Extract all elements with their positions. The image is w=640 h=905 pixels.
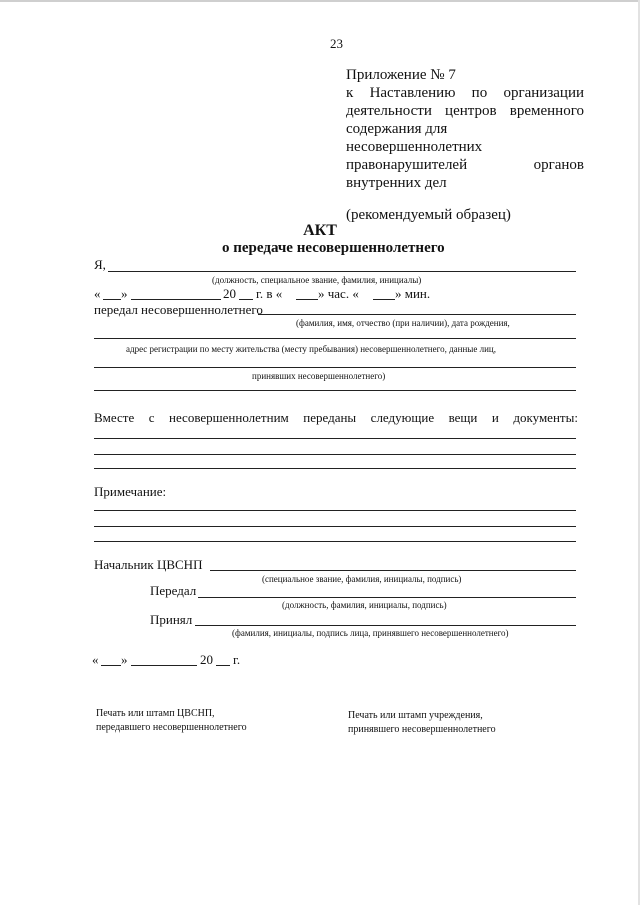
year-suffix: г. в « bbox=[256, 286, 283, 301]
received-field-line[interactable] bbox=[195, 625, 576, 626]
bottom-year-line[interactable] bbox=[216, 665, 230, 666]
minor-details-line-1[interactable] bbox=[94, 338, 576, 339]
hint-position: (должность, специальное звание, фамилия, инициалы) bbox=[212, 275, 422, 285]
stamp-left bbox=[96, 707, 247, 735]
bottom-year-prefix: 20 bbox=[200, 652, 213, 667]
date-open-quote: « bbox=[94, 286, 101, 301]
appendix-word: организации bbox=[503, 85, 584, 101]
appendix-word: Наставлению bbox=[369, 85, 456, 101]
appendix-line-3: содержания для несовершеннолетних bbox=[346, 121, 483, 155]
hint-handed: (должность, фамилия, инициалы, подпись) bbox=[282, 600, 447, 610]
appendix-word: деятельности bbox=[346, 103, 432, 119]
i-label: Я, bbox=[94, 257, 106, 272]
hint-accepted: принявших несовершеннолетнего) bbox=[252, 371, 386, 381]
minor-details-line-3[interactable] bbox=[94, 390, 576, 391]
sample-note: (рекомендуемый образец) bbox=[346, 207, 511, 223]
minor-name-field-line[interactable] bbox=[258, 314, 576, 315]
bottom-date-close: » bbox=[121, 652, 128, 667]
together-word: следующие bbox=[370, 410, 435, 425]
appendix-line-4 bbox=[346, 156, 584, 174]
items-line-3[interactable] bbox=[94, 468, 576, 469]
stamp-right-line-1: Печать или штамп учреждения, bbox=[348, 710, 483, 721]
stamp-left-line-2: передавшего несовершеннолетнего bbox=[96, 722, 247, 733]
page-number: 23 bbox=[330, 36, 343, 51]
together-word: несовершеннолетним bbox=[169, 410, 289, 425]
note-label: Примечание: bbox=[94, 484, 167, 499]
note-line-2[interactable] bbox=[94, 526, 576, 527]
together-word: с bbox=[148, 410, 155, 425]
date-close-quote: » bbox=[121, 286, 128, 301]
appendix-word: к bbox=[346, 85, 354, 101]
stamp-right bbox=[348, 709, 496, 737]
hour-field-line[interactable] bbox=[296, 299, 318, 300]
hint-fio: (фамилия, имя, отчество (при наличии), дата рождения, bbox=[296, 318, 510, 328]
hint-head: (специальное звание, фамилия, инициалы, подпись) bbox=[262, 574, 462, 584]
appendix-block bbox=[346, 66, 584, 224]
bottom-month-line[interactable] bbox=[131, 665, 197, 666]
day-field-line[interactable] bbox=[103, 299, 121, 300]
year-field-line[interactable] bbox=[239, 299, 253, 300]
head-field-line[interactable] bbox=[210, 570, 576, 571]
minute-field-line[interactable] bbox=[373, 299, 395, 300]
appendix-word: центров bbox=[445, 103, 497, 119]
bottom-date-open: « bbox=[92, 652, 99, 667]
hint-received: (фамилия, инициалы, подпись лица, принявшего несовершеннолетнего) bbox=[232, 628, 509, 638]
appendix-word: правонарушителей bbox=[346, 157, 468, 173]
note-line-3[interactable] bbox=[94, 541, 576, 542]
position-field-line[interactable] bbox=[108, 271, 576, 272]
note-line-1[interactable] bbox=[94, 510, 576, 511]
items-line-1[interactable] bbox=[94, 438, 576, 439]
minute-suffix: » мин. bbox=[395, 286, 431, 301]
hour-suffix: » час. « bbox=[318, 286, 359, 301]
appendix-word: временного bbox=[509, 103, 584, 119]
together-sentence bbox=[94, 410, 578, 426]
bottom-year-suffix: г. bbox=[233, 652, 241, 667]
appendix-title: Приложение № 7 bbox=[346, 67, 456, 83]
appendix-line-2 bbox=[346, 102, 584, 120]
minor-details-line-2[interactable] bbox=[94, 367, 576, 368]
appendix-line-5: внутренних дел bbox=[346, 175, 447, 191]
appendix-word: органов bbox=[533, 157, 584, 173]
handed-label: Передал bbox=[150, 583, 197, 598]
items-line-2[interactable] bbox=[94, 454, 576, 455]
handed-field-line[interactable] bbox=[198, 597, 576, 598]
received-label: Принял bbox=[150, 612, 193, 627]
month-field-line[interactable] bbox=[131, 299, 221, 300]
stamp-right-line-2: принявшего несовершеннолетнего bbox=[348, 724, 496, 735]
together-word: Вместе bbox=[94, 410, 135, 425]
act-title: АКТ bbox=[303, 222, 337, 239]
together-word: переданы bbox=[303, 410, 357, 425]
transferred-minor-label: передал несовершеннолетнего bbox=[94, 302, 263, 317]
appendix-line-1 bbox=[346, 84, 584, 102]
appendix-word: по bbox=[471, 85, 488, 101]
together-word: вещи bbox=[448, 410, 478, 425]
year-prefix: 20 bbox=[223, 286, 236, 301]
stamp-left-line-1: Печать или штамп ЦВСНП, bbox=[96, 708, 215, 719]
bottom-day-line[interactable] bbox=[101, 665, 121, 666]
hint-address: адрес регистрации по месту жительства (месту пребывания) несовершеннолетнего, данные лиц, bbox=[126, 344, 496, 354]
act-subtitle: о передаче несовершеннолетнего bbox=[222, 240, 445, 256]
together-word: и bbox=[491, 410, 499, 425]
together-word: документы: bbox=[513, 410, 578, 425]
head-label: Начальник ЦВСНП bbox=[94, 557, 203, 572]
page-top-edge bbox=[0, 0, 640, 2]
